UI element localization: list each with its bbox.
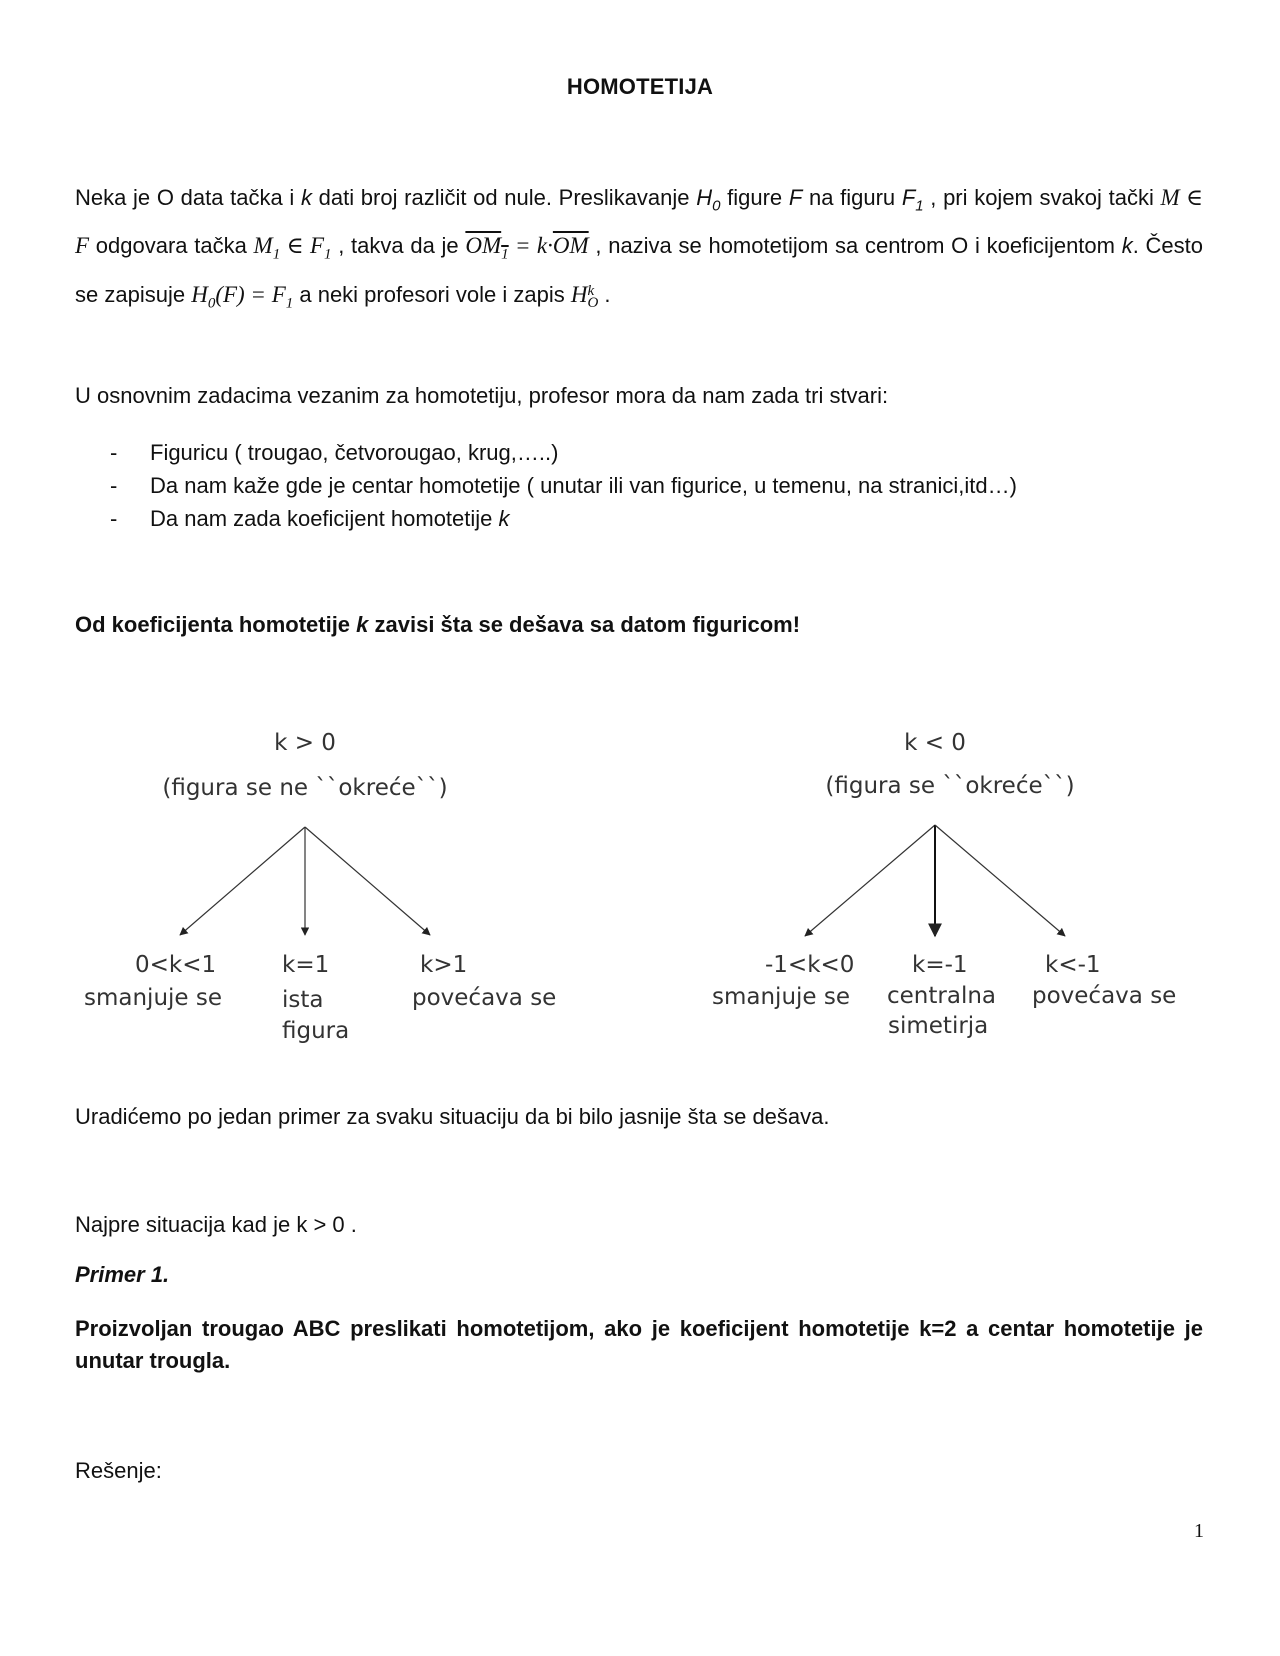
intro-text: na figuru — [802, 185, 902, 210]
intro-text: a neki profesori vole i zapis — [293, 281, 571, 307]
math-h0-f-equation: $H_0(F) = F_1$ — [191, 281, 294, 312]
math-m-in-f: M ∈ F — [75, 185, 1204, 259]
math-k: k — [300, 185, 312, 210]
math-f: F — [788, 185, 803, 210]
intro-text: , pri kojem svakoj tački — [923, 185, 1161, 210]
intro-paragraph — [75, 178, 1203, 324]
example-task: Proizvoljan trougao ABC preslikati homotetijom, ako je koeficijent homotetije k=2 a centar homotetije je unutar trougla. — [75, 1316, 1203, 1373]
intro-text: . Često se zapisuje — [75, 233, 1204, 307]
intro-text: , takva da je — [331, 233, 466, 259]
list-item: - Figuricu ( trougao, četvorougao, krug,…..) — [110, 440, 559, 465]
right-branch-2-text-2: simetirja — [888, 1013, 989, 1039]
left-branch-2-text-2: figura — [282, 1018, 350, 1044]
right-branch-3-cond: k<-1 — [1045, 952, 1101, 978]
left-arrow-right — [305, 827, 430, 935]
left-condition: k > 0 — [274, 730, 336, 756]
coefficient-diagram — [0, 720, 1280, 1060]
left-branch-1-cond: 0<k<1 — [135, 952, 217, 978]
page-number: 1 — [1194, 1520, 1204, 1542]
right-branch-2-cond: k=-1 — [912, 952, 968, 978]
math-vector-equation: $OM_1 = k\cdot\overline{OM}$ — [465, 233, 589, 263]
intro-text: Neka je O data tačka i — [75, 185, 301, 210]
left-branch-3-cond: k>1 — [420, 952, 468, 978]
left-arrow-left — [180, 827, 305, 935]
intro-text: , naziva se homotetijom sa centrom O i koeficijentom — [588, 233, 1122, 259]
left-branch-1-text: smanjuje se — [84, 985, 223, 1011]
page-title: HOMOTETIJA — [566, 74, 714, 99]
lead-sentence: U osnovnim zadacima vezanim za homotetiju, profesor mora da nam zada tri stvari: — [75, 383, 889, 408]
situation-text: Najpre situacija kad je k > 0 . — [75, 1212, 357, 1237]
right-arrow-right — [935, 825, 1065, 936]
math-f1: $F_1$ — [901, 185, 924, 215]
example-intro: Uradićemo po jedan primer za svaku situaciju da bi bilo jasnije šta se dešava. — [75, 1104, 830, 1129]
intro-text: dati broj različit od nule. Preslikavanje — [311, 185, 697, 210]
right-note: (figura se ``okreće``) — [825, 773, 1075, 799]
list-item: - Da nam kaže gde je centar homotetije ( unutar ili van figurice, u temenu, na stranici,itd…) — [110, 473, 1017, 498]
list-item: - Da nam zada koeficijent homotetije k — [110, 506, 510, 531]
intro-text: . — [598, 281, 611, 307]
right-branch-1-text: smanjuje se — [712, 984, 851, 1010]
math-k: k — [1121, 233, 1133, 259]
intro-text: odgovara tačka — [89, 233, 254, 259]
intro-text: figure — [720, 185, 789, 210]
left-branch-2-text-1: ista — [282, 987, 324, 1013]
requirements-list — [110, 436, 1017, 535]
example-heading: Primer 1. — [75, 1262, 170, 1287]
math-m1-in-f1: $M_1$ ∈ $F_1$ — [253, 233, 332, 263]
right-branch-2-text-1: centralna — [887, 983, 997, 1009]
math-h-o-k: H k O — [570, 281, 599, 311]
left-note: (figura se ne ``okreće``) — [162, 775, 448, 801]
right-branch-1-cond: -1<k<0 — [765, 952, 855, 978]
right-arrow-left — [805, 825, 935, 936]
right-condition: k < 0 — [904, 730, 966, 756]
math-h0: $H_0$ — [696, 185, 721, 215]
right-branch-3-text: povećava se — [1032, 983, 1177, 1009]
key-statement: Od koeficijenta homotetije k zavisi šta se dešava sa datom figuricom! — [75, 612, 801, 637]
solution-label: Rešenje: — [75, 1458, 162, 1483]
left-branch-2-cond: k=1 — [282, 952, 330, 978]
left-branch-3-text: povećava se — [412, 985, 557, 1011]
